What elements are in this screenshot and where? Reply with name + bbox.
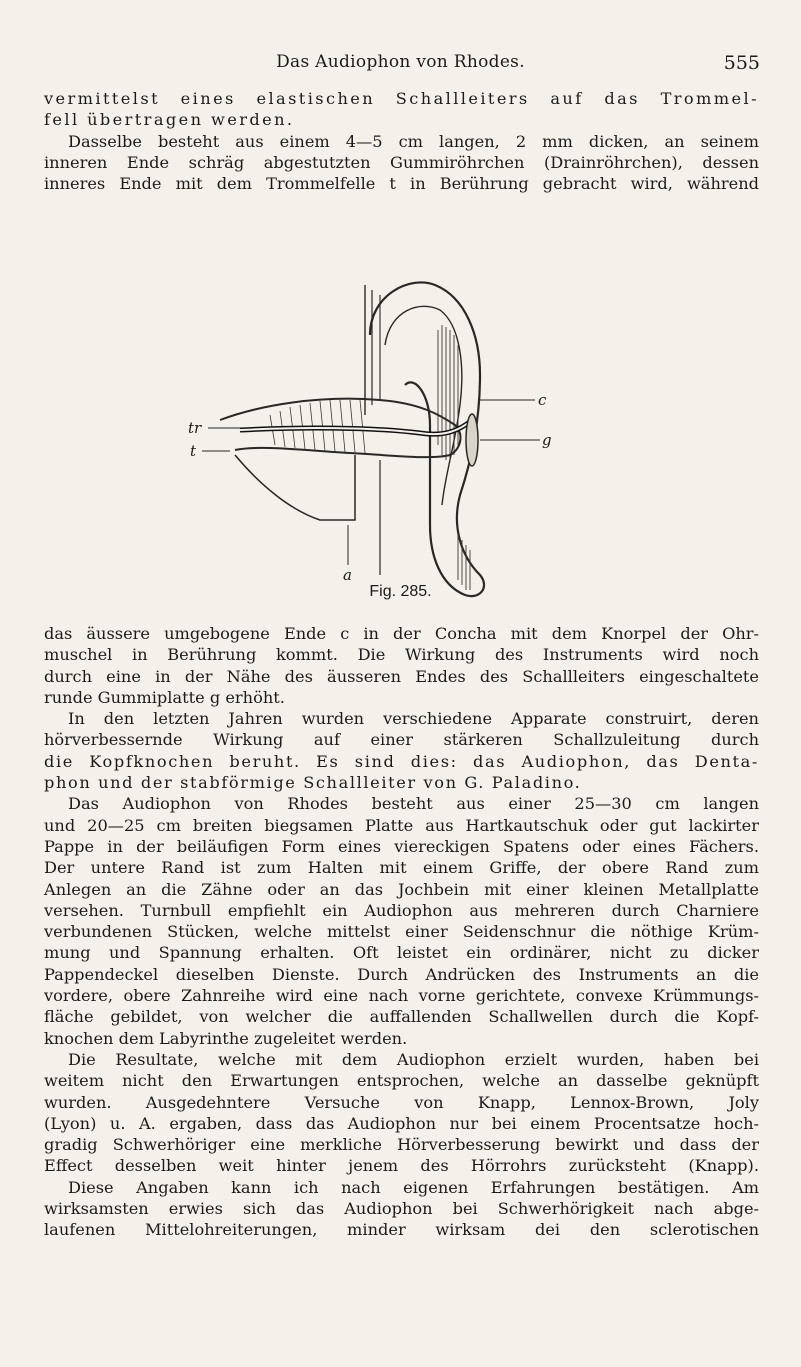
text-line: wurden. Ausgedehntere Versuche von Knapp, Lennox-Brown, Joly — [44, 1092, 759, 1112]
text-line: Effect desselben weit hinter jenem des Hörrohrs zurücksteht (Knapp). — [44, 1156, 759, 1176]
label-tr: tr — [188, 419, 202, 437]
text-line: verbundenen Stücken, welche mittelst einer Seidenschnur die nöthige Krüm- — [44, 922, 759, 942]
text-line: weitem nicht den Erwartungen entsprochen, welche an dasselbe geknüpft — [44, 1071, 759, 1091]
text-line: (Lyon) u. A. ergaben, dass das Audiophon nur bei einem Procentsatze hoch- — [44, 1113, 759, 1133]
text-line: die Kopfknochen beruht. Es sind dies: das Audiophon, das Denta- — [44, 751, 759, 771]
text-line: runde Gummiplatte g erhöht. — [44, 687, 285, 707]
text-line: fläche gebildet, von welcher die auffallenden Schallwellen durch die Kopf- — [44, 1007, 759, 1027]
text-line: wirksamsten erwies sich das Audiophon bei Schwerhörigkeit nach abge- — [44, 1199, 759, 1219]
pinna-hatching — [438, 325, 470, 590]
label-a: a — [343, 566, 352, 584]
text-line: versehen. Turnbull empfiehlt ein Audiophon aus mehreren durch Charniere — [44, 900, 759, 920]
text-line: Der untere Rand ist zum Halten mit einem Griffe, der obere Rand zum — [44, 858, 759, 878]
text-line: fell übertragen werden. — [44, 110, 295, 130]
text-line: durch eine in der Nähe des äusseren Endes des Schallleiters eingeschaltete — [44, 666, 759, 686]
figure-caption: Fig. 285. — [369, 583, 432, 600]
text-line: inneren Ende schräg abgestutzten Gummiröhrchen (Drainröhrchen), dessen — [44, 152, 759, 172]
text-line: Pappendeckel dieselben Dienste. Durch Andrücken des Instruments an die — [44, 964, 759, 984]
text-line: Die Resultate, welche mit dem Audiophon erzielt wurden, haben bei — [68, 1049, 759, 1069]
text-line: vermittelst eines elastischen Schallleiters auf das Trommel- — [44, 89, 759, 108]
text-line: Pappe in der beiläufigen Form eines viereckigen Spatens oder eines Fächers. — [44, 836, 759, 856]
text-line: gradig Schwerhöriger eine merkliche Hörverbesserung bewirkt und dass der — [44, 1135, 759, 1155]
text-line: vordere, obere Zahnreihe wird eine nach vorne gerichtete, convexe Krümmungs- — [44, 986, 759, 1006]
sound-conductor-tube — [240, 420, 472, 434]
text-line: In den letzten Jahren wurden verschiedene Apparate construirt, deren — [68, 709, 759, 729]
page-number: 555 — [723, 52, 760, 74]
ear-drawing — [180, 255, 560, 605]
text-line: hörverbessernde Wirkung auf einer stärkeren Schallzuleitung durch — [44, 730, 759, 750]
text-line: Diese Angaben kann ich nach eigenen Erfahrungen bestätigen. Am — [68, 1177, 759, 1197]
text-line: Dasselbe besteht aus einem 4—5 cm langen, 2 mm dicken, an seinem — [68, 131, 759, 151]
text-line: das äussere umgebogene Ende c in der Concha mit dem Knorpel der Ohr- — [44, 624, 759, 643]
text-line: phon und der stabförmige Schallleiter von G. Paladino. — [44, 773, 582, 793]
top-text-block — [44, 88, 759, 194]
label-g: g — [542, 431, 552, 449]
main-text-block — [44, 623, 759, 1241]
text-line: und 20—25 cm breiten biegsamen Platte aus Hartkautschuk oder gut lackirter — [44, 815, 759, 835]
figure-ear-illustration — [180, 255, 560, 605]
text-line: muschel in Berührung kommt. Die Wirkung des Instruments wird noch — [44, 645, 759, 665]
running-title: Das Audiophon von Rhodes. — [276, 52, 525, 72]
text-line: laufenen Mittelohreiterungen, minder wirksam dei den sclerotischen — [44, 1220, 759, 1240]
text-line: inneres Ende mit dem Trommelfelle t in Berührung gebracht wird, während — [44, 174, 759, 194]
text-line: knochen dem Labyrinthe zugeleitet werden. — [44, 1028, 408, 1048]
label-t: t — [190, 442, 197, 460]
rubber-plate — [466, 414, 478, 466]
text-line: Das Audiophon von Rhodes besteht aus einer 25—30 cm langen — [68, 794, 759, 814]
text-line: mung und Spannung erhalten. Oft leistet ein ordinärer, nicht zu dicker — [44, 943, 759, 963]
label-c: c — [538, 391, 547, 409]
text-line: Anlegen an die Zähne oder an das Jochbein mit einer kleinen Metallplatte — [44, 879, 759, 899]
